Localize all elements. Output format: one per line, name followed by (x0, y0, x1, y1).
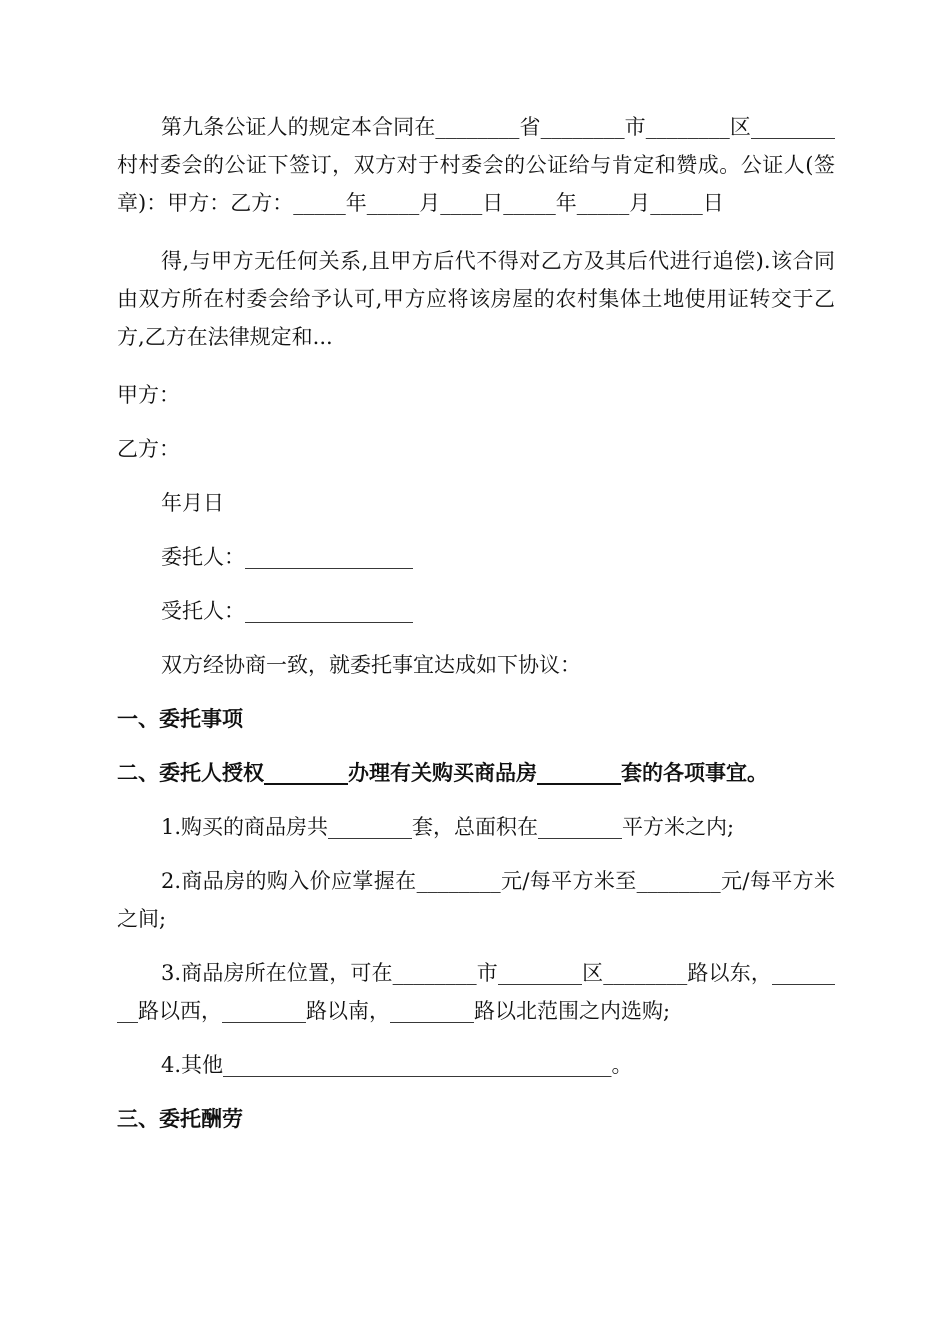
party-a-label: 甲方： (117, 383, 180, 407)
principal-line: 委托人：________________ (161, 545, 413, 569)
list-item-3: 3.商品房所在位置，可在________市________区________路以东，________路以西，________路以南，________路以北范围之内选购; (117, 961, 835, 1023)
list-item-1: 1.购买的商品房共________套，总面积在________平方米之内; (161, 815, 735, 839)
list-item-2: 2.商品房的购入价应掌握在________元/每平方米至________元/每平方米之间; (117, 869, 835, 931)
list-item-4: 4.其他_____________________________________。 (161, 1053, 633, 1077)
transfer-paragraph: 得,与甲方无任何关系,且甲方后代不得对乙方及其后代进行追偿).该合同由双方所在村委会给予认可,甲方应将该房屋的农村集体土地使用证转交于乙方,乙方在法律规定和... (117, 249, 835, 349)
agreement-intro: 双方经协商一致，就委托事宜达成如下协议： (161, 653, 581, 677)
document-page (117, 108, 835, 1138)
date-line: 年月日 (161, 491, 224, 515)
article-nine-paragraph: 第九条公证人的规定本合同在________省________市________区________村村委会的公证下签订，双方对于村委会的公证给与肯定和赞成。公证人(签章)：甲方：乙方：_____年_____月____日_____年_____月_____日 (117, 115, 835, 215)
party-b-label: 乙方： (117, 437, 180, 461)
section-heading-1: 一、委托事项 (117, 706, 243, 731)
agent-line: 受托人：________________ (161, 599, 413, 623)
section-heading-3: 三、委托酬劳 (117, 1106, 243, 1131)
section-heading-2: 二、委托人授权________办理有关购买商品房________套的各项事宜。 (117, 760, 768, 785)
